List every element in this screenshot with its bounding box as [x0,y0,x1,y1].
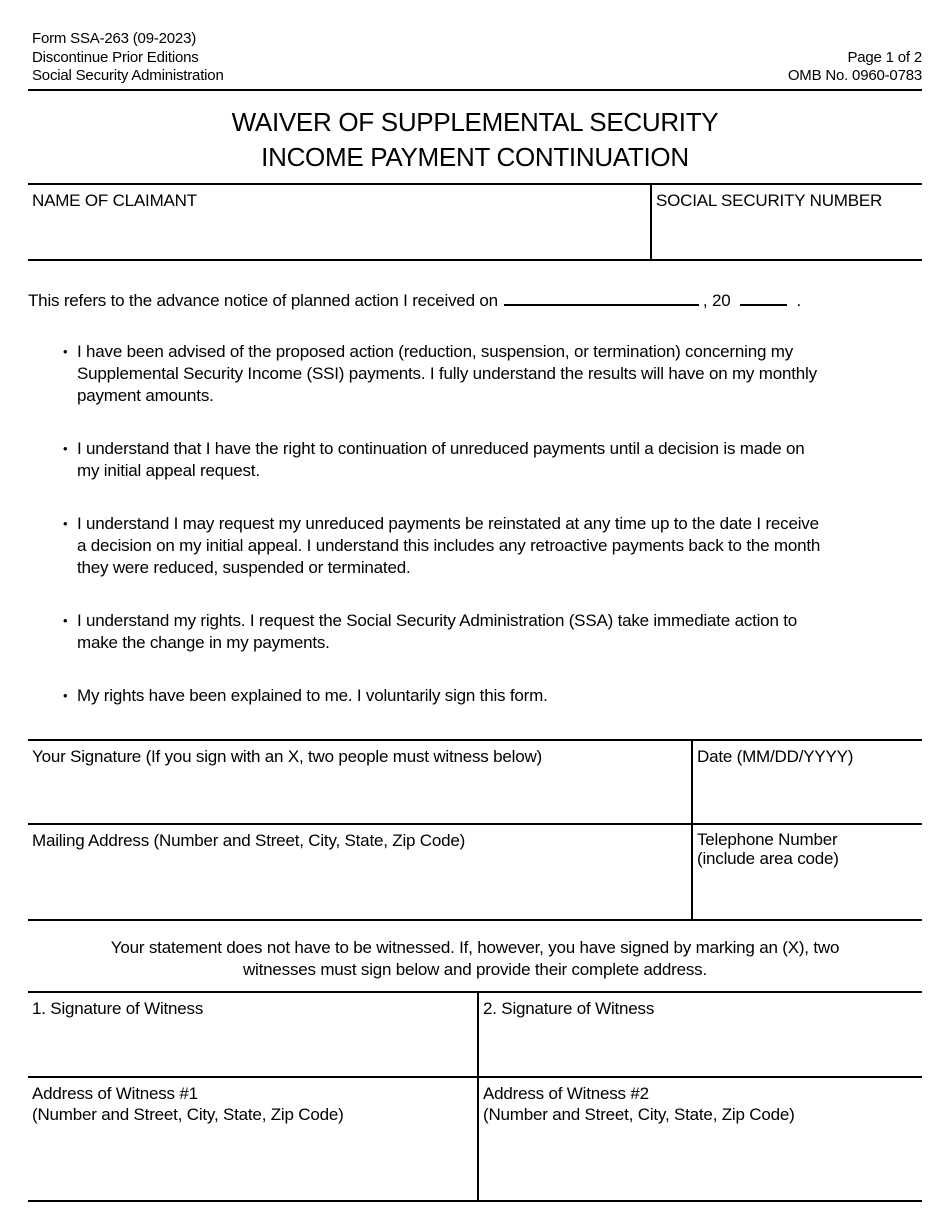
witness-table [28,991,922,1202]
form-identification [32,30,224,86]
statement-right-to-continuation [28,438,922,482]
social-security-number-field[interactable] [650,185,922,259]
sentence-period: . [796,290,802,310]
text-line: a decision on my initial appeal. I understand this includes any retroactive payments back to the month [77,535,821,555]
witness2-address-sublabel: (Number and Street, City, State, Zip Code) [483,1104,795,1124]
witness1-signature-label: 1. Signature of Witness [32,998,204,1018]
statement-voluntary-signature [28,685,922,707]
omb-number: OMB No. 0960-0783 [787,67,922,84]
witness2-address-label: Address of Witness #2 [483,1083,649,1103]
form-header [28,0,922,91]
claimant-table [28,183,922,261]
witness-instructions [28,937,922,981]
agency-name: Social Security Administration [32,67,224,84]
text-line: Supplemental Security Income (SSI) payments. I fully understand the results will have on my monthly [77,363,817,383]
date-label: Date (MM/DD/YYYY) [697,746,854,766]
date-field[interactable] [691,741,922,823]
text-line: • I have been advised of the proposed action (reduction, suspension, or termination) concerning my [77,341,794,361]
witness1-address-field[interactable] [28,1078,477,1200]
text-line: INCOME PAYMENT CONTINUATION [261,141,689,172]
name-of-claimant-field[interactable] [28,185,650,259]
text-line: make the change in my payments. [77,632,330,652]
year-prefix-text: , 20 [702,290,731,310]
text-line: • I understand that I have the right to continuation of unreduced payments until a decision is made on [77,438,805,458]
witness-address-row [28,1076,922,1202]
telephone-number-field[interactable] [691,825,922,919]
text-line: witnesses must sign below and provide their complete address. [242,959,708,979]
statement-list [28,341,922,707]
text-line: Your statement does not have to be witnessed. If, however, you have signed by marking an (X), two [110,937,840,957]
telephone-area-code-note: (include area code) [697,848,839,868]
text-line: my initial appeal request. [77,460,260,480]
year-blank[interactable] [740,289,787,306]
statement-advised [28,341,922,407]
form-number: Form SSA-263 (09-2023) [32,30,197,47]
advance-notice-text: This refers to the advance notice of planned action I received on [28,290,498,310]
text-line: • I understand I may request my unreduced payments be reinstated at any time up to the date I receive [77,513,819,533]
signature-table [28,739,922,921]
mailing-address-field[interactable] [28,825,691,919]
witness1-address-label: Address of Witness #1 [32,1083,198,1103]
text-line: they were reduced, suspended or terminated. [77,557,411,577]
edition-note: Discontinue Prior Editions [32,48,199,66]
witness-signature-row [28,991,922,1076]
name-of-claimant-label: NAME OF CLAIMANT [32,190,197,210]
text-line: WAIVER OF SUPPLEMENTAL SECURITY [231,106,719,137]
statement-request-action [28,610,922,654]
mailing-address-row [28,823,922,921]
witness1-signature-field[interactable] [28,993,477,1076]
witness2-address-field[interactable] [477,1078,922,1200]
text-line: payment amounts. [77,385,214,405]
social-security-number-label: SOCIAL SECURITY NUMBER [656,190,883,210]
form-title [28,105,922,175]
mailing-address-label: Mailing Address (Number and Street, City, State, Zip Code) [32,830,466,850]
your-signature-label: Your Signature (If you sign with an X, two people must witness below) [32,746,543,766]
witness1-address-sublabel: (Number and Street, City, State, Zip Code) [32,1104,344,1124]
your-signature-field[interactable] [28,741,691,823]
text-line: • I understand my rights. I request the Social Security Administration (SSA) take immediate action to [77,610,798,630]
witness2-signature-field[interactable] [477,993,922,1076]
statement-reinstatement [28,513,922,579]
page-indicator: Page 1 of 2 [847,48,922,66]
witness2-signature-label: 2. Signature of Witness [483,998,655,1018]
date-received-blank[interactable] [504,289,699,306]
form-header-right [788,49,922,86]
signature-row [28,739,922,823]
telephone-number-label: Telephone Number [697,829,838,849]
text-line: • My rights have been explained to me. I voluntarily sign this form. [77,685,548,705]
advance-notice-sentence [28,289,922,312]
